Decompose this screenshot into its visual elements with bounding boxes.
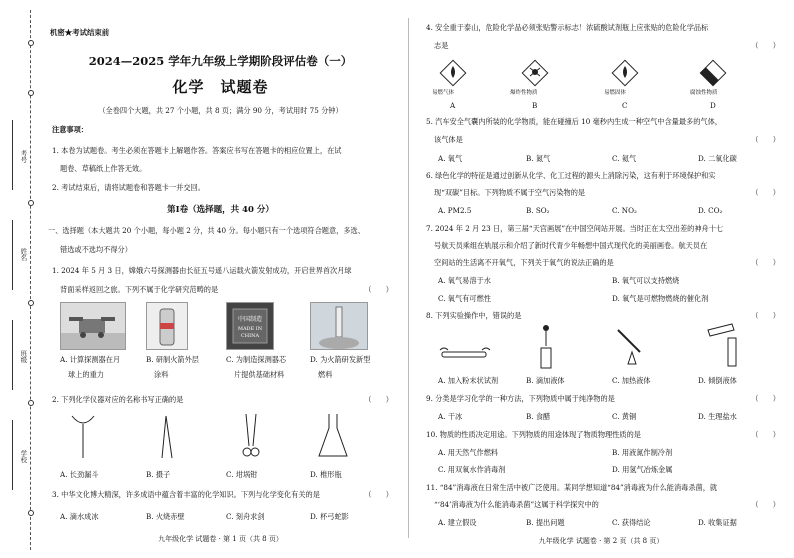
q11-line2-wrap	[434, 500, 780, 509]
q3-option-c[interactable]: C. 刻舟求剑	[226, 512, 265, 521]
q8-option-c[interactable]: C. 加热液体	[612, 376, 651, 385]
q1-option-b-l2: 涂料	[154, 370, 169, 380]
q5-line2-wrap	[434, 135, 780, 144]
q1-answer-paren: （ ）	[364, 285, 393, 294]
q1-option-b[interactable]	[146, 355, 199, 379]
rocket-launch-image	[310, 302, 368, 350]
q7-option-b[interactable]: B. 氧气可以支持燃烧	[612, 276, 680, 285]
q11-option-b[interactable]: B. 提出问题	[526, 518, 565, 527]
sign-flammable-gas-icon	[438, 58, 468, 88]
q6-option-a[interactable]: A. PM2.5	[438, 206, 472, 215]
q7-line2: 号航天员乘组在轨展示和介绍了新时代青少年畅想中国式现代化的美丽画卷。航天员在	[434, 241, 708, 250]
q9-answer-paren: （ ）	[751, 394, 780, 403]
q1-option-d-l2: 燃料	[318, 370, 333, 380]
q1-option-d[interactable]	[310, 355, 370, 379]
q6-option-b[interactable]: B. SO₂	[526, 206, 550, 215]
sign-corrosive-icon	[698, 58, 728, 88]
q3-line: 3. 中华文化博大精深，许多成语中蕴含着丰富的化学知识。下列与化学变化有关的是	[52, 490, 320, 499]
q11-option-d[interactable]: D. 收集证据	[698, 518, 737, 527]
section-title: 第Ⅰ卷（选择题，共 40 分）	[167, 205, 274, 215]
q6-line2: 现“双碳”目标。下列物质不属于空气污染物的是	[434, 188, 586, 197]
q4-option-c[interactable]: C	[622, 101, 628, 110]
q3-option-a[interactable]: A. 滴水成冰	[60, 512, 99, 521]
q2-line: 2. 下列化学仪器对应的名称书写正确的是	[52, 395, 184, 404]
binding-dot	[28, 510, 34, 516]
chip-image	[226, 302, 274, 350]
q5-line1: 5. 汽车安全气囊内所装的化学物质，能在碰撞后 10 毫秒内生成一种空气中含量最多的气体，	[426, 117, 722, 126]
page-1	[48, 0, 393, 558]
q1-option-c-l2: 片提供基础材料	[234, 370, 285, 380]
q1-line2-wrap	[60, 285, 393, 294]
q7-answer-paren: （ ）	[751, 258, 780, 267]
q1-option-c[interactable]	[226, 355, 286, 379]
q4-line2-wrap	[434, 41, 780, 50]
q4-option-a[interactable]: A	[450, 101, 456, 110]
binding-dot	[28, 90, 34, 96]
binding-margin	[0, 0, 44, 558]
q6-line1: 6. 绿色化学的特征是通过创新从化学、化工过程的源头上消除污染，这有利于环境保护和实	[426, 171, 716, 180]
dropper-drawing	[534, 324, 558, 370]
note-1a: 1. 本卷为试题卷。考生必须在答题卡上解题作答。答案应书写在答题卡的相应位置上，在试	[52, 146, 342, 155]
q9-line: 9. 分类是学习化学的一种方法，下列物质中属于纯净物的是	[426, 394, 615, 403]
q3-line-wrap	[52, 490, 393, 499]
sign-a-caption: 易燃气体	[432, 90, 455, 96]
sign-c-caption: 易燃固体	[604, 90, 627, 96]
label-class: 班级	[19, 350, 28, 363]
powder-adding-drawing	[438, 328, 492, 368]
exam-title: 2024—2025 学年九年级上学期阶段评估卷（一）	[88, 54, 353, 68]
q2-option-a[interactable]: A. 长劲漏斗	[60, 470, 99, 479]
q7-option-c[interactable]: C. 氧气有可燃性	[438, 294, 491, 303]
q4-line2: 志是	[434, 41, 449, 50]
page-1-footer: 九年级化学 试题卷 · 第 1 页（共 8 页）	[158, 535, 283, 543]
q1-option-a-l2: 球上的重力	[68, 370, 104, 380]
q2-option-c[interactable]: C. 坩埚钳	[226, 470, 258, 479]
q7-option-d[interactable]: D. 氧气是可燃物燃烧的催化剂	[612, 294, 709, 303]
q10-option-b[interactable]: B. 用液氮作制冷剂	[612, 448, 673, 457]
page-divider	[408, 18, 409, 538]
q7-line3-wrap	[434, 258, 780, 267]
sign-explosive-icon	[520, 58, 550, 88]
q4-option-b[interactable]: B	[532, 101, 538, 110]
q11-option-c[interactable]: C. 获得结论	[612, 518, 651, 527]
pouring-drawing	[698, 320, 748, 370]
q6-answer-paren: （ ）	[751, 188, 780, 197]
q10-option-c[interactable]: C. 用双氧水作消毒剂	[438, 465, 506, 474]
q1-option-a[interactable]	[60, 355, 120, 379]
q8-option-a[interactable]: A. 加入粉末状试剂	[438, 376, 499, 385]
q7-option-a[interactable]: A. 氧气易溶于水	[438, 276, 491, 285]
binding-dot	[28, 400, 34, 406]
q3-answer-paren: （ ）	[364, 490, 393, 499]
q7-line1: 7. 2024 年 2 月 23 日，第三届“天宫画展”在中国空间站开展。当时正在太空出差的神舟十七	[426, 224, 724, 233]
notes-heading: 注意事项：	[52, 125, 88, 134]
q4-answer-paren: （ ）	[751, 41, 780, 50]
exam-subtitle: 化学 试题卷	[172, 78, 269, 96]
label-exam-id: 考号	[19, 150, 28, 163]
q1-line1: 1. 2024 年 5 月 3 日，嫦娥六号探测器由长征五号遥八运载火箭发射成功，开启世界首次月球	[52, 266, 352, 275]
q5-line2: 该气体是	[434, 135, 463, 144]
heating-drawing	[612, 324, 652, 370]
q5-answer-paren: （ ）	[751, 135, 780, 144]
q9-option-d[interactable]: D. 生理盐水	[698, 412, 737, 421]
q2-option-b[interactable]: B. 摄子	[146, 470, 171, 479]
q6-option-d[interactable]: D. CO₂	[698, 206, 723, 215]
q11-answer-paren: （ ）	[751, 500, 780, 509]
moon-rover-image	[60, 302, 126, 350]
page-2-footer: 九年级化学 试题卷 · 第 2 页（共 8 页）	[538, 537, 664, 545]
q10-answer-paren: （ ）	[751, 430, 780, 439]
q1-option-b-l1: B. 研制火箭外层	[146, 355, 199, 364]
q10-line: 10. 物质的性质决定用途。下列物质的用途体现了物质物理性质的是	[426, 430, 641, 439]
chip-text-1: 中国制造	[237, 316, 263, 323]
q9-option-b[interactable]: B. 食醋	[526, 412, 551, 421]
q1-option-c-l1: C. 为制造探测器芯	[226, 355, 287, 364]
q5-option-d[interactable]: D. 二氧化碳	[698, 154, 737, 163]
q2-line-wrap	[52, 395, 393, 404]
q5-option-c[interactable]: C. 氦气	[612, 154, 637, 163]
confidential-mark: 机密★考试结束前	[50, 28, 110, 37]
q11-line2: “‘84’消毒液为什么能消毒杀菌”这属于科学探究中的	[434, 500, 599, 509]
q9-option-c[interactable]: C. 黄铜	[612, 412, 637, 421]
q10-option-a[interactable]: A. 用天然气作燃料	[438, 448, 499, 457]
label-name: 姓名	[19, 248, 28, 261]
sign-b-caption: 爆炸性物质	[510, 90, 538, 96]
q3-option-b[interactable]: B. 火烧赤壁	[146, 512, 185, 521]
q4-line1: 4. 安全重于泰山，危险化学品必须张贴警示标志！浓硫酸试剂瓶上应张贴的危险化学品标	[426, 23, 709, 32]
sign-d-caption: 腐蚀性物质	[690, 90, 718, 96]
flask-drawing	[316, 412, 350, 460]
sign-flammable-solid-icon	[610, 58, 640, 88]
q2-answer-paren: （ ）	[364, 395, 393, 404]
q11-line1: 11. “84”消毒液在日常生活中被广泛使用。某同学想知道“84”消毒液为什么能消毒杀菌，就	[426, 483, 718, 492]
tweezers-drawing	[152, 412, 182, 460]
q10-line-wrap	[426, 430, 780, 439]
chip-text-2: MADE IN	[237, 326, 263, 332]
exam-info: （全卷四个大题，共 27 个小题，共 8 页；满分 90 分，考试用时 75 分钟）	[98, 106, 343, 115]
q1-option-d-l1: D. 为火箭研发新型	[310, 355, 371, 364]
q9-line-wrap	[426, 394, 780, 403]
q1-line2: 背面采样返回之旅。下列不属于化学研究范畴的是	[60, 285, 219, 294]
binding-dot	[28, 200, 34, 206]
rocket-coating-image	[146, 302, 188, 350]
q4-option-d[interactable]: D	[710, 101, 716, 110]
chip-text-3: CHINA	[240, 333, 260, 339]
crucible-tongs-drawing	[236, 412, 266, 460]
binding-dot	[28, 40, 34, 46]
q3-option-d[interactable]: D. 杯弓蛇影	[310, 512, 349, 521]
note-1b: 题卷、草稿纸上作答无效。	[60, 164, 147, 173]
part1-instructions-b: 错选或不选均不得分）	[60, 245, 132, 254]
q6-line2-wrap	[434, 188, 780, 197]
page-2	[422, 0, 780, 558]
q8-answer-paren: （ ）	[751, 311, 780, 320]
q2-option-d[interactable]: D. 椎形瓶	[310, 470, 342, 479]
funnel-drawing	[68, 412, 98, 460]
q8-option-b[interactable]: B. 滴加液体	[526, 376, 565, 385]
note-2: 2. 考试结束后，请将试题卷和答题卡一并交回。	[52, 183, 205, 192]
part1-instructions-a: 一、选择题（本大题共 20 个小题，每小题 2 分，共 40 分。每小题只有一个选项符合题意，多选、	[48, 226, 365, 235]
q5-option-b[interactable]: B. 氮气	[526, 154, 551, 163]
q10-option-d[interactable]: D. 用氢气冶炼金属	[612, 465, 673, 474]
q11-option-a[interactable]: A. 建立假设	[438, 518, 477, 527]
q7-line3: 空间站的生活离不开氧气，下列关于氧气的说法正确的是	[434, 258, 614, 267]
q8-line: 8. 下列实验操作中，错误的是	[426, 311, 522, 320]
q9-option-a[interactable]: A. 干冰	[438, 412, 463, 421]
q1-option-a-l1: A. 计算探测器在月	[60, 355, 121, 364]
binding-dot	[28, 300, 34, 306]
q8-option-d[interactable]: D. 倾倒液体	[698, 376, 737, 385]
q5-option-a[interactable]: A. 氧气	[438, 154, 463, 163]
q6-option-c[interactable]: C. NO₂	[612, 206, 637, 215]
label-school: 学校	[19, 450, 28, 463]
q8-line-wrap	[426, 311, 780, 320]
